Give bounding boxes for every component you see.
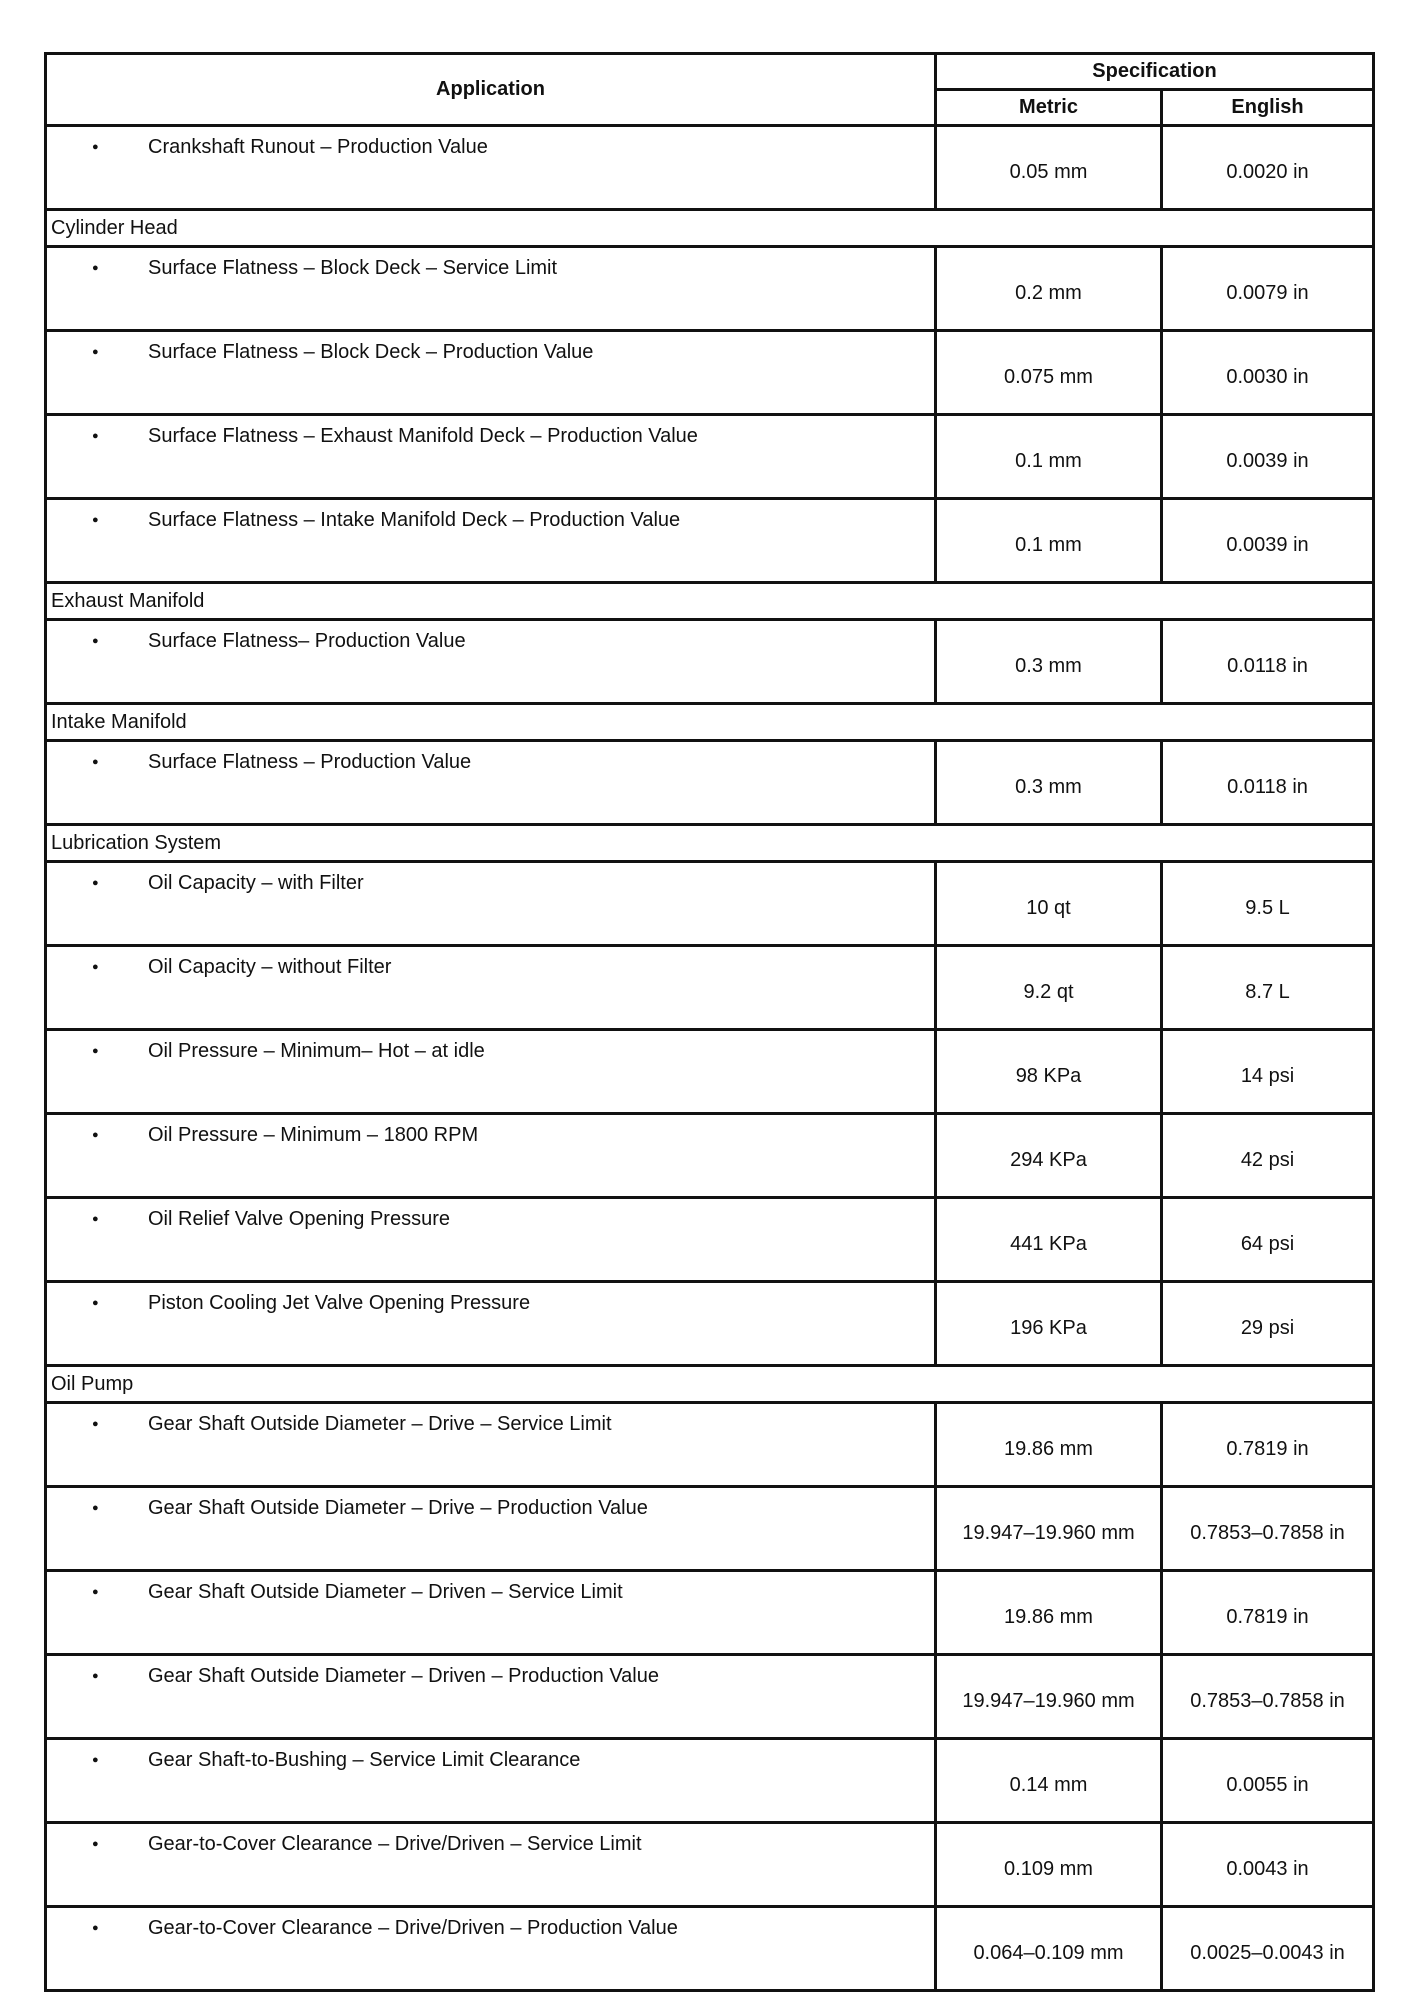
- application-label: Oil Capacity – with Filter: [148, 872, 364, 894]
- section-heading: Lubrication System: [46, 825, 1374, 862]
- english-value: 0.0043 in: [1162, 1823, 1374, 1907]
- section-row: [46, 210, 1374, 247]
- table-row: [46, 1487, 1374, 1571]
- application-label: Gear Shaft-to-Bushing – Service Limit Clearance: [148, 1749, 581, 1771]
- bullet-icon: [47, 1124, 148, 1147]
- table-body: [46, 126, 1374, 1991]
- table-row: [46, 620, 1374, 704]
- section-heading: Oil Pump: [46, 1366, 1374, 1403]
- table-row: [46, 1403, 1374, 1487]
- english-value: 0.0079 in: [1162, 247, 1374, 331]
- table-row: [46, 1739, 1374, 1823]
- english-value: 9.5 L: [1162, 862, 1374, 946]
- metric-value: 0.109 mm: [936, 1823, 1162, 1907]
- metric-value: 0.2 mm: [936, 247, 1162, 331]
- bullet-icon: [47, 1917, 148, 1940]
- application-cell: [46, 1907, 936, 1991]
- bullet-icon: [47, 872, 148, 895]
- bullet-icon: [47, 1292, 148, 1315]
- table-row: [46, 247, 1374, 331]
- application-cell: [46, 741, 936, 825]
- bullet-icon: [47, 1665, 148, 1688]
- bullet-icon: [47, 751, 148, 774]
- metric-value: 196 KPa: [936, 1282, 1162, 1366]
- table-row: [46, 946, 1374, 1030]
- application-label: Surface Flatness– Production Value: [148, 630, 466, 652]
- table-row: [46, 499, 1374, 583]
- bullet-icon: [47, 1040, 148, 1063]
- application-label: Oil Pressure – Minimum – 1800 RPM: [148, 1124, 479, 1146]
- application-cell: [46, 620, 936, 704]
- table-row: [46, 862, 1374, 946]
- bullet-icon: [47, 1833, 148, 1856]
- bullet-icon: [47, 1749, 148, 1772]
- table-row: [46, 1571, 1374, 1655]
- section-row: [46, 825, 1374, 862]
- bullet-icon: [47, 509, 148, 532]
- application-cell: [46, 1198, 936, 1282]
- english-value: 0.7819 in: [1162, 1403, 1374, 1487]
- bullet-icon: [47, 257, 148, 280]
- metric-value: 19.947–19.960 mm: [936, 1655, 1162, 1739]
- application-label: Gear Shaft Outside Diameter – Driven – Service Limit: [148, 1581, 623, 1603]
- application-cell: [46, 499, 936, 583]
- english-value: 29 psi: [1162, 1282, 1374, 1366]
- english-value: 0.7853–0.7858 in: [1162, 1487, 1374, 1571]
- section-row: [46, 583, 1374, 620]
- bullet-icon: [47, 1497, 148, 1520]
- bullet-icon: [47, 425, 148, 448]
- table-row: [46, 1030, 1374, 1114]
- bullet-icon: [47, 1413, 148, 1436]
- english-value: 0.0039 in: [1162, 499, 1374, 583]
- english-value: 0.0020 in: [1162, 126, 1374, 210]
- specification-table: [44, 52, 1375, 1992]
- application-cell: [46, 1114, 936, 1198]
- metric-value: 0.05 mm: [936, 126, 1162, 210]
- metric-value: 0.3 mm: [936, 741, 1162, 825]
- english-value: 0.0025–0.0043 in: [1162, 1907, 1374, 1991]
- bullet-icon: [47, 956, 148, 979]
- bullet-icon: [47, 630, 148, 653]
- application-cell: [46, 415, 936, 499]
- application-label: Surface Flatness – Production Value: [148, 751, 472, 773]
- metric-value: 0.14 mm: [936, 1739, 1162, 1823]
- table-row: [46, 1198, 1374, 1282]
- english-value: 8.7 L: [1162, 946, 1374, 1030]
- metric-value: 0.1 mm: [936, 415, 1162, 499]
- section-heading: Exhaust Manifold: [46, 583, 1374, 620]
- section-heading: Intake Manifold: [46, 704, 1374, 741]
- table-row: [46, 1907, 1374, 1991]
- application-cell: [46, 1030, 936, 1114]
- table-row: [46, 331, 1374, 415]
- english-value: 0.7853–0.7858 in: [1162, 1655, 1374, 1739]
- table-row: [46, 1655, 1374, 1739]
- application-cell: [46, 247, 936, 331]
- application-label: Gear Shaft Outside Diameter – Drive – Production Value: [148, 1497, 648, 1519]
- application-cell: [46, 1571, 936, 1655]
- english-value: 14 psi: [1162, 1030, 1374, 1114]
- english-value: 0.7819 in: [1162, 1571, 1374, 1655]
- metric-value: 19.86 mm: [936, 1403, 1162, 1487]
- table-row: [46, 1282, 1374, 1366]
- bullet-icon: [47, 136, 148, 159]
- application-label: Crankshaft Runout – Production Value: [148, 136, 488, 158]
- metric-value: 98 KPa: [936, 1030, 1162, 1114]
- table-row: [46, 741, 1374, 825]
- section-row: [46, 1366, 1374, 1403]
- english-value: 0.0030 in: [1162, 331, 1374, 415]
- application-cell: [46, 1739, 936, 1823]
- table-header: [46, 54, 1374, 126]
- application-cell: [46, 862, 936, 946]
- metric-value: 0.064–0.109 mm: [936, 1907, 1162, 1991]
- header-application: Application: [46, 54, 936, 126]
- english-value: 64 psi: [1162, 1198, 1374, 1282]
- english-value: 0.0118 in: [1162, 741, 1374, 825]
- application-label: Surface Flatness – Block Deck – Service Limit: [148, 257, 558, 279]
- header-english: English: [1162, 90, 1374, 126]
- application-label: Piston Cooling Jet Valve Opening Pressure: [148, 1292, 531, 1314]
- metric-value: 0.075 mm: [936, 331, 1162, 415]
- table-row: [46, 126, 1374, 210]
- english-value: 0.0055 in: [1162, 1739, 1374, 1823]
- header-specification: Specification: [936, 54, 1374, 90]
- metric-value: 19.947–19.960 mm: [936, 1487, 1162, 1571]
- application-label: Gear-to-Cover Clearance – Drive/Driven – Service Limit: [148, 1833, 642, 1855]
- application-label: Surface Flatness – Block Deck – Production Value: [148, 341, 594, 363]
- application-label: Gear Shaft Outside Diameter – Driven – Production Value: [148, 1665, 659, 1687]
- english-value: 42 psi: [1162, 1114, 1374, 1198]
- application-cell: [46, 1403, 936, 1487]
- application-label: Surface Flatness – Exhaust Manifold Deck – Production Value: [148, 425, 698, 447]
- application-cell: [46, 1655, 936, 1739]
- header-metric: Metric: [936, 90, 1162, 126]
- bullet-icon: [47, 341, 148, 364]
- application-label: Surface Flatness – Intake Manifold Deck – Production Value: [148, 509, 681, 531]
- table-row: [46, 415, 1374, 499]
- application-label: Oil Capacity – without Filter: [148, 956, 392, 978]
- application-cell: [46, 946, 936, 1030]
- metric-value: 19.86 mm: [936, 1571, 1162, 1655]
- application-label: Gear Shaft Outside Diameter – Drive – Service Limit: [148, 1413, 612, 1435]
- bullet-icon: [47, 1581, 148, 1604]
- application-label: Gear-to-Cover Clearance – Drive/Driven – Production Value: [148, 1917, 678, 1939]
- metric-value: 0.3 mm: [936, 620, 1162, 704]
- application-label: Oil Pressure – Minimum– Hot – at idle: [148, 1040, 485, 1062]
- application-cell: [46, 1487, 936, 1571]
- application-label: Oil Relief Valve Opening Pressure: [148, 1208, 450, 1230]
- section-row: [46, 704, 1374, 741]
- metric-value: 0.1 mm: [936, 499, 1162, 583]
- english-value: 0.0118 in: [1162, 620, 1374, 704]
- table-row: [46, 1114, 1374, 1198]
- table-row: [46, 1823, 1374, 1907]
- application-cell: [46, 1823, 936, 1907]
- application-cell: [46, 331, 936, 415]
- metric-value: 9.2 qt: [936, 946, 1162, 1030]
- metric-value: 294 KPa: [936, 1114, 1162, 1198]
- bullet-icon: [47, 1208, 148, 1231]
- english-value: 0.0039 in: [1162, 415, 1374, 499]
- application-cell: [46, 126, 936, 210]
- metric-value: 441 KPa: [936, 1198, 1162, 1282]
- metric-value: 10 qt: [936, 862, 1162, 946]
- section-heading: Cylinder Head: [46, 210, 1374, 247]
- application-cell: [46, 1282, 936, 1366]
